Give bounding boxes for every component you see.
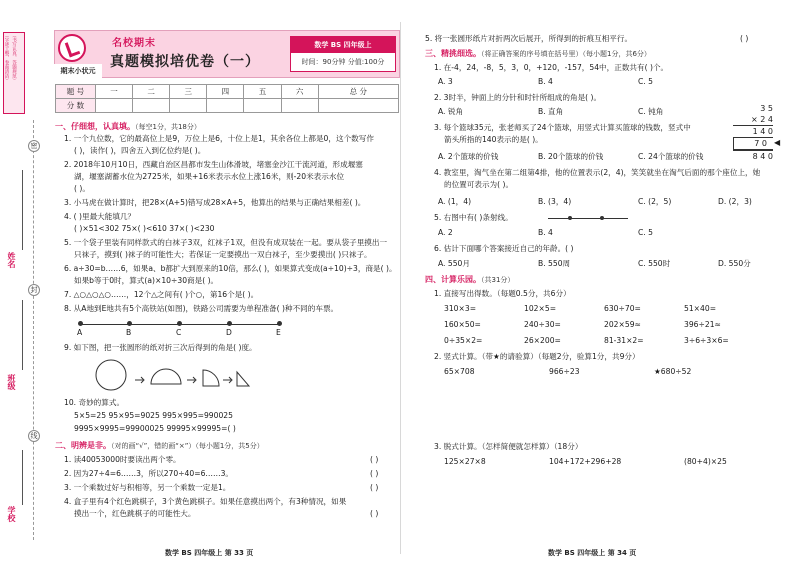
subject-line: 数学 BS 四年级上 — [291, 37, 395, 53]
score-col: 六 — [281, 85, 318, 99]
notice-box — [3, 32, 25, 114]
calc-row: 3 5 — [760, 104, 773, 113]
section-4-title — [425, 274, 514, 285]
vertical-problem[interactable]: 65×708 — [444, 367, 475, 376]
section-title-text: 二、明辨是非。 — [55, 441, 111, 450]
section-title-text: 三、精挑细选。 — [425, 49, 481, 58]
exam-series: 名校期末 — [112, 38, 156, 49]
choice-q1: 1. 在-4，24，-8，5，3，0，+120，-157，54中，正数共有( )个。 — [434, 63, 669, 72]
option[interactable]: D. 550分 — [718, 259, 751, 268]
section-note: （每空1分，共18分） — [135, 123, 201, 131]
station-label: B — [126, 328, 132, 337]
option[interactable]: A. 550月 — [438, 259, 470, 268]
option[interactable]: A. 3 — [438, 77, 453, 86]
choice-q3a: 3. 每个篮球35元，张老师买了24个篮球，用竖式计算买篮球的钱数，竖式中 — [434, 123, 691, 132]
section-note: （共31分） — [481, 276, 515, 284]
exam-info — [290, 36, 396, 72]
ray-point — [600, 216, 604, 220]
score-cell[interactable] — [170, 99, 207, 113]
score-row-label: 分 数 — [56, 99, 96, 113]
choice-q3b: 箭头所指的140表示的是( )。 — [444, 135, 543, 144]
fill-q1a: 1. 一个九位数，它的最高位上是9，万位上是6，十位上是1，其余各位上都是0，这个数写作 — [64, 134, 374, 143]
section-note: （对的画“√”，错的画“×”）（每小题1分，共5分） — [111, 442, 264, 450]
section-title-text: 一、仔细想，认真填。 — [55, 122, 135, 131]
option[interactable]: C. (2，5) — [638, 197, 672, 206]
station-label: C — [176, 328, 182, 337]
vertical-problem[interactable]: ★680÷52 — [654, 367, 692, 376]
choice-q5: 5. 右图中有( )条射线。 — [434, 213, 513, 222]
page-divider — [400, 22, 401, 554]
school-label: 学校 — [7, 506, 16, 522]
oral-calc[interactable]: 240÷30= — [524, 320, 561, 329]
oral-calc[interactable]: 202×59≈ — [604, 320, 641, 329]
oral-calc[interactable]: 310×3= — [444, 304, 477, 313]
seal-hole: 封 — [28, 284, 40, 296]
fill-q2c: ( )。 — [74, 184, 90, 193]
oral-calc[interactable]: 81-31×2= — [604, 336, 644, 345]
mixed-problem[interactable]: (80+4)×25 — [684, 457, 727, 466]
judge-q4a: 4. 盒子里有4个红色跳棋子，3个黄色跳棋子。如果任意摸出两个，有3种情况，如果 — [64, 497, 347, 506]
notice-line: （字迹工整，卷面清洁） — [4, 33, 9, 83]
fill-q9: 9. 如下图，把一张圆形的纸对折三次后得到的角是( )度。 — [64, 343, 257, 352]
cut-line — [33, 120, 34, 540]
score-col: 三 — [170, 85, 207, 99]
oral-calc[interactable]: 630÷70= — [604, 304, 641, 313]
choice-q4b: 的位置可表示为( )。 — [444, 180, 514, 189]
logo-icon — [58, 34, 86, 62]
option[interactable]: B. 直角 — [538, 107, 564, 116]
seal-hole: 密 — [28, 140, 40, 152]
school-blank[interactable] — [22, 450, 23, 505]
option[interactable]: B. 20个篮球的价钱 — [538, 152, 604, 161]
oral-calc[interactable]: 26×200= — [524, 336, 561, 345]
option[interactable]: A. 2 — [438, 228, 453, 237]
judge-q2: 2. 因为27÷4=6……3，所以270÷40=6……3。 — [64, 469, 234, 478]
answer-paren[interactable]: ( ) — [370, 469, 379, 478]
option[interactable]: B. 4 — [538, 77, 553, 86]
score-col: 二 — [133, 85, 170, 99]
oral-calc[interactable]: 0÷35×2= — [444, 336, 483, 345]
judge-q4b: 摸出一个，红色跳棋子的可能性大。 — [74, 509, 196, 518]
time-score: 时间：90分钟 分值:100分 — [301, 58, 385, 66]
score-col: 一 — [96, 85, 133, 99]
option[interactable]: C. 5 — [638, 228, 653, 237]
section-title-text: 四、计算乐园。 — [425, 275, 481, 284]
score-col: 四 — [207, 85, 244, 99]
oral-calc[interactable]: 396÷21≈ — [684, 320, 721, 329]
circle-fold-figure — [95, 358, 255, 392]
station-label: A — [77, 328, 83, 337]
score-table — [55, 84, 399, 113]
station-dot — [277, 321, 282, 326]
fill-q4: 4. ( )里最大能填几？ — [64, 212, 136, 221]
name-label: 姓名 — [7, 252, 16, 268]
vertical-problem[interactable]: 966÷23 — [549, 367, 580, 376]
section-2-title — [55, 440, 264, 451]
score-cell[interactable] — [96, 99, 133, 113]
pattern-row1: 5×5=25 95×95=9025 995×995=990025 — [74, 411, 233, 420]
score-cell[interactable] — [318, 99, 398, 113]
option[interactable]: C. 24个篮球的价钱 — [638, 152, 704, 161]
fill-q5b: 只袜子，摸到( )袜子的可能性大；若保证一定要摸出一双白袜子，至少要摸出( )只袜子。 — [74, 250, 372, 259]
notice-line: （书写认真，答题规范） — [11, 33, 17, 83]
station-dot — [177, 321, 182, 326]
brand-name: 期末小状元 — [54, 64, 102, 78]
option[interactable]: C. 钝角 — [638, 107, 664, 116]
station-dot — [127, 321, 132, 326]
oral-calc[interactable]: 51×40= — [684, 304, 717, 313]
fill-q8: 8. 从A地到E地共有5个高铁站(如图)，铁路公司需要为单程准备( )种不同的车票。 — [64, 304, 339, 313]
calc-row: 7 0 — [733, 137, 773, 150]
score-cell[interactable] — [281, 99, 318, 113]
page-footer-left: 数学 BS 四年级上 第 33 页 — [165, 549, 254, 557]
pattern-row2: 9995×9995=99900025 99995×99995=( ) — [74, 424, 236, 433]
page-title: 真题模拟培优卷（一） — [110, 54, 260, 70]
option[interactable]: A. (1，4) — [438, 197, 472, 206]
option[interactable]: B. (3，4) — [538, 197, 572, 206]
option[interactable]: B. 550周 — [538, 259, 571, 268]
fill-q2a: 2. 2018年10月10日，西藏自治区昌都市发生山体滑坡，堵塞金沙江干流河道，形成堰塞 — [64, 160, 363, 169]
option[interactable]: B. 4 — [538, 228, 553, 237]
oral-calc[interactable]: 160×50= — [444, 320, 481, 329]
station-dot — [227, 321, 232, 326]
class-blank[interactable] — [22, 300, 23, 370]
score-row-label: 题 号 — [56, 85, 96, 99]
score-col: 总 分 — [318, 85, 398, 99]
judge-q1: 1. 读40053000时要读出两个零。 — [64, 455, 181, 464]
section-3-title — [425, 48, 651, 59]
mixed-problem[interactable]: 104+172+296+28 — [549, 457, 622, 466]
class-label: 班级 — [7, 374, 16, 390]
oral-calc[interactable]: 102×5= — [524, 304, 557, 313]
name-blank[interactable] — [22, 170, 23, 250]
choice-q4a: 4. 教室里，淘气坐在第二组第4排，他的位置表示(2，4)，笑笑就坐在淘气后面的那个座位上，她 — [434, 168, 761, 177]
fill-q2b: 湖，堰塞湖蓄水位为2725米，如果+16米表示水位上涨16米，则-20米表示水位 — [74, 172, 345, 181]
fill-q1b: ( )，读作( )，四舍五入到亿位约是( )。 — [74, 146, 206, 155]
calc-q1: 1. 直接写出得数。（每题0.5分，共6分） — [434, 289, 571, 298]
seal-hole: 线 — [28, 430, 40, 442]
score-cell[interactable] — [133, 99, 170, 113]
section-note: （将正确答案的序号填在括号里）（每小题1分，共6分） — [481, 50, 651, 58]
answer-paren[interactable]: ( ) — [370, 483, 379, 492]
fill-q5a: 5. 一个袋子里装有同样款式的白袜子3双，红袜子1双，但没有成双装在一起。要从袋子里摸出一 — [64, 238, 388, 247]
choice-prev-q5: 5. 将一张圆形纸片对折两次后展开，所得到的折痕互相平行。 — [425, 34, 633, 43]
fill-q6b: 如果b等于0时，算式(a)×10÷30商是( )。 — [74, 276, 219, 285]
option[interactable]: C. 5 — [638, 77, 653, 86]
calc-q2: 2. 竖式计算。（带★的请验算）（每题2分，验算1分，共9分） — [434, 352, 640, 361]
score-cell[interactable] — [244, 99, 281, 113]
vertical-calc — [733, 103, 773, 162]
fill-q6a: 6. a÷30=b……6，如果a、b都扩大到原来的10倍，那么( )，如果算式变成(a÷10)÷3，商是( )。 — [64, 264, 397, 273]
ray-figure — [548, 218, 628, 219]
option[interactable]: A. 2个篮球的价钱 — [438, 152, 499, 161]
calc-q3: 3. 脱式计算。（怎样简便就怎样算）（18分） — [434, 442, 583, 451]
option[interactable]: C. 550时 — [638, 259, 671, 268]
answer-paren[interactable]: ( ) — [740, 34, 749, 43]
fill-q4-ineq: ( )×51<302 75×( )<610 37×( )<230 — [74, 224, 215, 233]
station-label: D — [226, 328, 232, 337]
mixed-problem[interactable]: 125×27×8 — [444, 457, 486, 466]
fill-q7: 7. △○△○△○……，12个△之间有( )个○，第16个是( )。 — [64, 290, 259, 299]
option[interactable]: A. 锐角 — [438, 107, 464, 116]
choice-q6: 6. 估计下面哪个答案接近自己的年龄。( ) — [434, 244, 574, 253]
calc-row: × 2 4 — [733, 114, 773, 126]
answer-paren[interactable]: ( ) — [370, 455, 379, 464]
arrow-left-icon: ◀ — [774, 138, 781, 147]
ray-point — [568, 216, 572, 220]
station-label: E — [276, 328, 281, 337]
station-dot — [78, 321, 83, 326]
section-1-title — [55, 121, 201, 132]
binding-margin — [0, 0, 44, 576]
fill-q10: 10. 奇妙的算式。 — [64, 398, 125, 407]
answer-paren[interactable]: ( ) — [370, 509, 379, 518]
page-footer-right: 数学 BS 四年级上 第 34 页 — [548, 549, 637, 557]
calc-row: 8 4 0 — [733, 150, 773, 162]
fill-q3: 3. 小马虎在做计算时，把28×(A+5)错写成28×A+5，他算出的结果与正确结果相差( )。 — [64, 198, 366, 207]
option[interactable]: D. (2，3) — [718, 197, 752, 206]
calc-row: 1 4 0 — [752, 127, 773, 136]
oral-calc[interactable]: 3÷6÷3×6= — [684, 336, 729, 345]
choice-q2: 2. 3时半，钟面上的分针和时针所组成的角是( )。 — [434, 93, 602, 102]
score-cell[interactable] — [207, 99, 244, 113]
score-col: 五 — [244, 85, 281, 99]
judge-q3: 3. 一个乘数过好与积相等，另一个乘数一定是1。 — [64, 483, 231, 492]
